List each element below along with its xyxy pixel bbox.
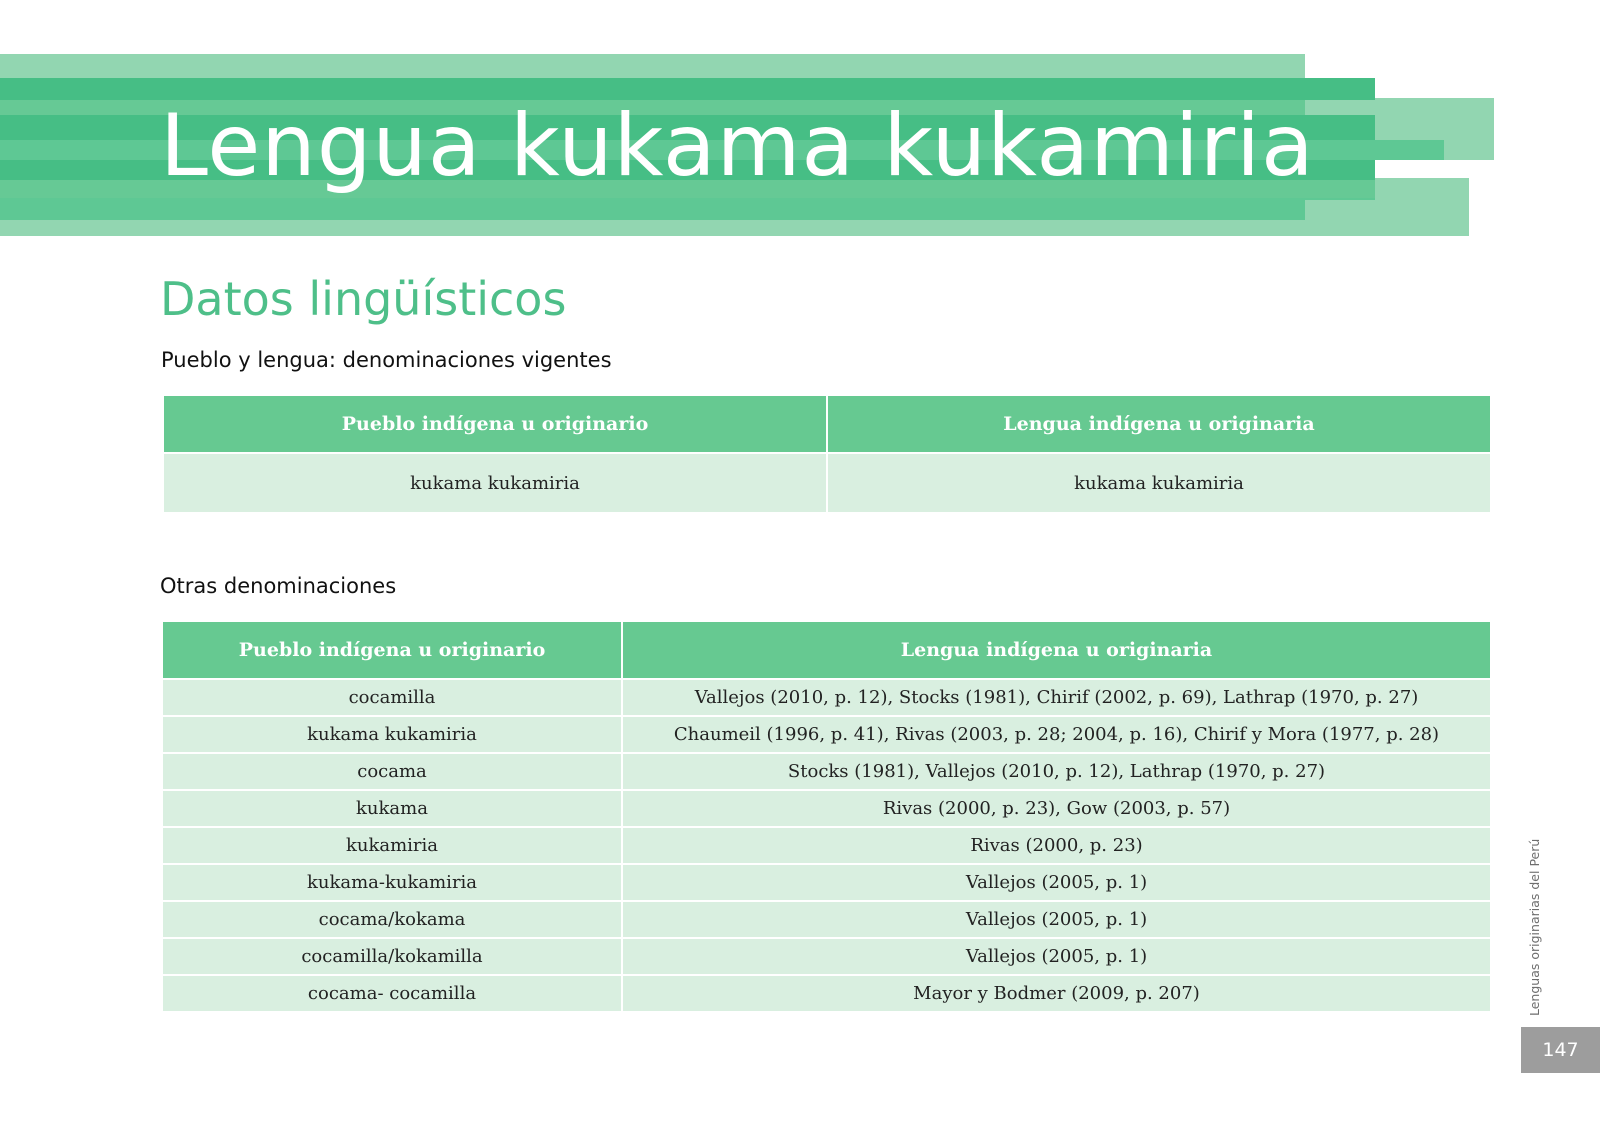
cell-lengua: Mayor y Bodmer (2009, p. 207) <box>622 975 1491 1012</box>
table-row <box>162 901 1491 938</box>
banner-stripe <box>0 198 1444 220</box>
cell-lengua: kukama kukamiria <box>827 453 1491 513</box>
cell-pueblo: kukamiria <box>162 827 622 864</box>
column-header-pueblo: Pueblo indígena u originario <box>162 621 622 679</box>
cell-pueblo: kukama-kukamiria <box>162 864 622 901</box>
table-row <box>162 679 1491 716</box>
current-names-table <box>162 394 1492 514</box>
cell-pueblo: cocamilla/kokamilla <box>162 938 622 975</box>
cell-pueblo: cocama/kokama <box>162 901 622 938</box>
cell-lengua: Vallejos (2005, p. 1) <box>622 938 1491 975</box>
section-heading: Datos lingüísticos <box>160 272 567 326</box>
column-header-lengua: Lengua indígena u originaria <box>622 621 1491 679</box>
cell-pueblo: cocamilla <box>162 679 622 716</box>
banner-stripe <box>1305 200 1469 236</box>
table-row <box>162 827 1491 864</box>
cell-lengua: Vallejos (2010, p. 12), Stocks (1981), Chirif (2002, p. 69), Lathrap (1970, p. 27) <box>622 679 1491 716</box>
column-header-lengua: Lengua indígena u originaria <box>827 395 1491 453</box>
cell-lengua: Vallejos (2005, p. 1) <box>622 901 1491 938</box>
cell-lengua: Rivas (2000, p. 23) <box>622 827 1491 864</box>
side-label: Lenguas originarias del Perú <box>1527 838 1542 1016</box>
cell-lengua: Stocks (1981), Vallejos (2010, p. 12), Lathrap (1970, p. 27) <box>622 753 1491 790</box>
table-row <box>162 938 1491 975</box>
page-number: 147 <box>1521 1027 1600 1073</box>
cell-pueblo: cocama <box>162 753 622 790</box>
cell-pueblo: cocama- cocamilla <box>162 975 622 1012</box>
table-row <box>162 790 1491 827</box>
table-row <box>162 753 1491 790</box>
table-header-row <box>162 621 1491 679</box>
table-row <box>162 716 1491 753</box>
table-row <box>163 453 1491 513</box>
cell-lengua: Rivas (2000, p. 23), Gow (2003, p. 57) <box>622 790 1491 827</box>
other-names-table <box>161 620 1492 1013</box>
cell-lengua: Vallejos (2005, p. 1) <box>622 864 1491 901</box>
page-title: Lengua kukama kukamiria <box>160 96 1315 196</box>
column-header-pueblo: Pueblo indígena u originario <box>163 395 827 453</box>
cell-lengua: Chaumeil (1996, p. 41), Rivas (2003, p. 28; 2004, p. 16), Chirif y Mora (1977, p. 28) <box>622 716 1491 753</box>
table-row <box>162 975 1491 1012</box>
cell-pueblo: kukama kukamiria <box>162 716 622 753</box>
cell-pueblo: kukama <box>162 790 622 827</box>
cell-pueblo: kukama kukamiria <box>163 453 827 513</box>
table-row <box>162 864 1491 901</box>
current-names-subtitle: Pueblo y lengua: denominaciones vigentes <box>161 348 612 372</box>
table-header-row <box>163 395 1491 453</box>
other-names-subtitle: Otras denominaciones <box>160 574 397 598</box>
